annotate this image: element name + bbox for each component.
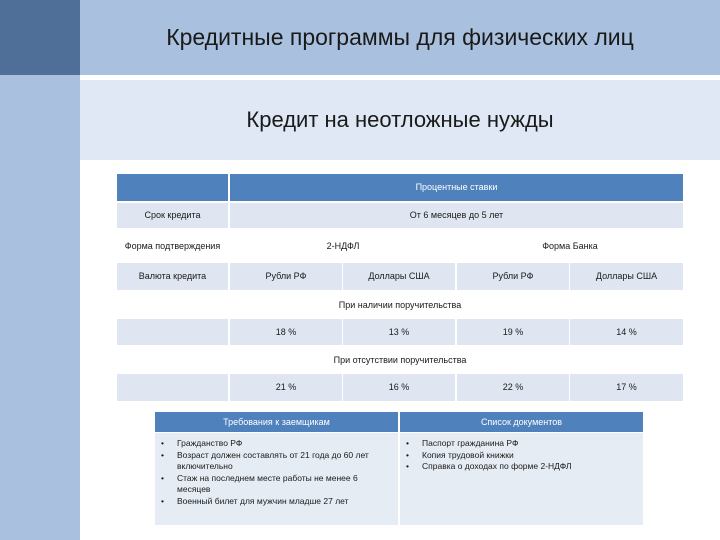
currency-value: Рубли РФ [457,263,569,290]
document-item-text: Копия трудовой книжки [422,449,514,460]
header-empty-cell [117,174,228,201]
with-guarantee-label: При наличии поручительства [117,292,683,318]
requirement-item-text: Возраст должен составлять от 21 года до 60 лет включительно [177,449,369,471]
confirmation-2ndfl: 2-НДФЛ [230,230,456,262]
bullet-icon: • [406,438,409,448]
currency-label: Валюта кредита [117,263,228,290]
bullet-icon: • [161,449,164,460]
slide-subtitle: Кредит на неотложные нужды [246,107,554,132]
rate-with-guarantee: 13 % [343,319,455,345]
document-item-text: Справка о доходах по форме 2-НДФЛ [422,461,572,471]
document-item [404,450,636,462]
slide-title: Кредитные программы для физических лиц [166,24,634,50]
currency-value: Доллары США [343,263,455,290]
bullet-icon: • [161,438,164,448]
requirement-item [159,450,391,473]
currency-value: Рубли РФ [230,263,342,290]
header-rates: Процентные ставки [230,174,683,201]
requirement-item [159,496,391,508]
rate-without-guarantee: 22 % [457,374,569,401]
requirement-item-text: Военный билет для мужчин младше 27 лет [177,495,349,506]
term-value: От 6 месяцев до 5 лет [230,203,683,228]
bullet-icon: • [406,449,409,460]
bullet-icon: • [161,495,164,506]
term-label: Срок кредита [117,203,228,228]
document-item [404,461,636,473]
documents-list [404,438,636,473]
requirement-item-text: Гражданство РФ [177,438,243,448]
rate-without-guarantee: 17 % [570,374,683,401]
documents-title: Список документов [400,412,643,432]
requirement-item [159,438,391,450]
rate-with-guarantee: 14 % [570,319,683,345]
confirmation-bank-form: Форма Банка [457,230,683,262]
documents-body [400,433,643,525]
requirement-item-text: Стаж на последнем месте работы не менее 6 месяцев [177,472,358,494]
rate-with-guarantee: 18 % [230,319,342,345]
left-accent-dark [0,0,80,75]
left-accent-light [0,75,80,540]
requirements-list [159,438,391,507]
currency-value: Доллары США [570,263,683,290]
with-guarantee-empty [117,319,228,345]
requirements-title: Требования к заемщикам [155,412,398,432]
document-item [404,438,636,450]
requirements-body [155,433,398,525]
bullet-icon: • [406,461,409,471]
rate-without-guarantee: 16 % [343,374,455,401]
document-item-text: Паспорт гражданина РФ [422,438,519,448]
confirmation-label: Форма подтверждения [117,230,228,262]
requirement-item [159,473,391,496]
without-guarantee-label: При отсутствии поручительства [117,347,683,373]
without-guarantee-empty [117,374,228,401]
bullet-icon: • [161,472,164,483]
rate-without-guarantee: 21 % [230,374,342,401]
rate-with-guarantee: 19 % [457,319,569,345]
